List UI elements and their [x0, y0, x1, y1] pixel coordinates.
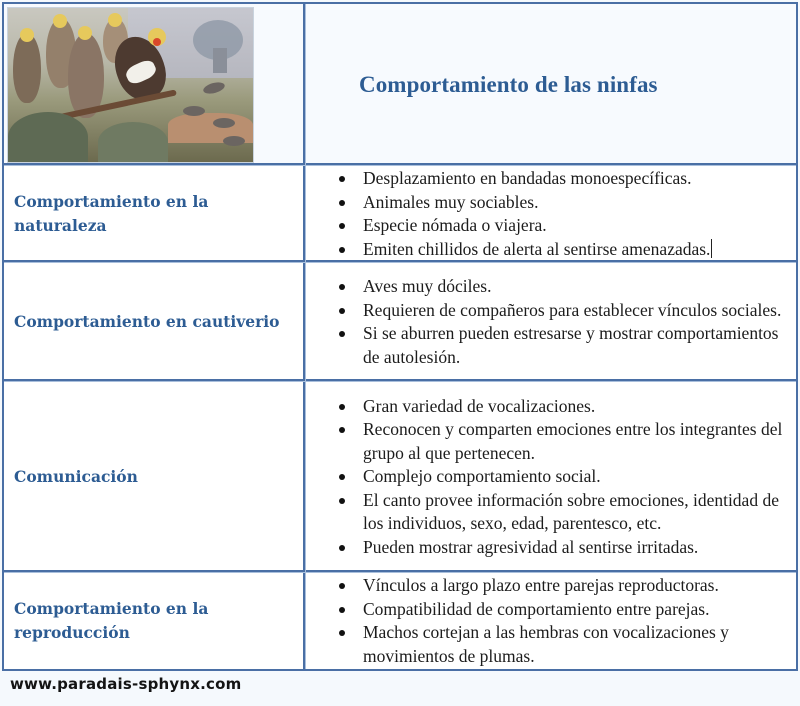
website-url: www.paradais-sphynx.com	[10, 675, 242, 693]
list-item	[363, 238, 796, 262]
illustration-bird-head	[20, 28, 34, 42]
illustration-bird	[13, 33, 41, 103]
row-content	[306, 382, 796, 573]
illustration-bird-head	[53, 14, 67, 28]
header-row	[4, 4, 796, 166]
behavior-table	[2, 2, 798, 671]
list-item: Desplazamiento en bandadas monoespecíficas.	[363, 167, 796, 191]
row-label: Comportamiento en la reproducción	[4, 573, 306, 669]
text-cursor	[711, 239, 712, 258]
table-row	[4, 263, 796, 382]
bullet-list	[306, 395, 796, 560]
row-label: Comportamiento en la naturaleza	[4, 166, 306, 263]
bullet-list	[306, 275, 796, 369]
illustration-shrub	[8, 112, 88, 162]
table-row	[4, 166, 796, 263]
illustration-cheek	[153, 38, 161, 46]
row-label: Comunicación	[4, 382, 306, 573]
list-item: Especie nómada o viajera.	[363, 214, 796, 238]
list-item: Si se aburren pueden estresarse y mostrar comportamientos de autolesión.	[363, 322, 796, 369]
list-item: Aves muy dóciles.	[363, 275, 796, 299]
bullet-list	[306, 167, 796, 261]
list-item: Requieren de compañeros para establecer vínculos sociales.	[363, 299, 796, 323]
list-item: Gran variedad de vocalizaciones.	[363, 395, 796, 419]
illustration-trunk	[213, 48, 227, 73]
illustration-small-bird	[223, 136, 245, 146]
title-cell	[306, 4, 796, 166]
list-item: Pueden mostrar agresividad al sentirse irritadas.	[363, 536, 796, 560]
cockatiel-illustration	[7, 7, 254, 163]
list-item: Animales muy sociables.	[363, 191, 796, 215]
list-item: Compatibilidad de comportamiento entre parejas.	[363, 598, 796, 622]
illustration-bird-head	[108, 13, 122, 27]
table-row	[4, 382, 796, 573]
illustration-small-bird	[183, 106, 205, 116]
page-title: Comportamiento de las ninfas	[359, 71, 658, 97]
illustration-cell	[4, 4, 306, 166]
illustration-small-bird	[213, 118, 235, 128]
illustration-shrub	[98, 122, 168, 162]
bullet-list	[306, 574, 796, 668]
list-item-text: Emiten chillidos de alerta al sentirse amenazadas.	[363, 238, 711, 259]
row-label: Comportamiento en cautiverio	[4, 263, 306, 382]
illustration-small-bird	[202, 80, 226, 95]
list-item: El canto provee información sobre emociones, identidad de los individuos, sexo, edad, parentesco, etc.	[363, 489, 796, 536]
list-item: Vínculos a largo plazo entre parejas reproductoras.	[363, 574, 796, 598]
table-row	[4, 573, 796, 669]
illustration-bird-head	[78, 26, 92, 40]
row-content	[306, 263, 796, 382]
list-item: Reconocen y comparten emociones entre los integrantes del grupo al que pertenecen.	[363, 418, 796, 465]
row-content	[306, 573, 796, 669]
row-content	[306, 166, 796, 263]
list-item: Machos cortejan a las hembras con vocalizaciones y movimientos de plumas.	[363, 621, 796, 668]
list-item: Complejo comportamiento social.	[363, 465, 796, 489]
